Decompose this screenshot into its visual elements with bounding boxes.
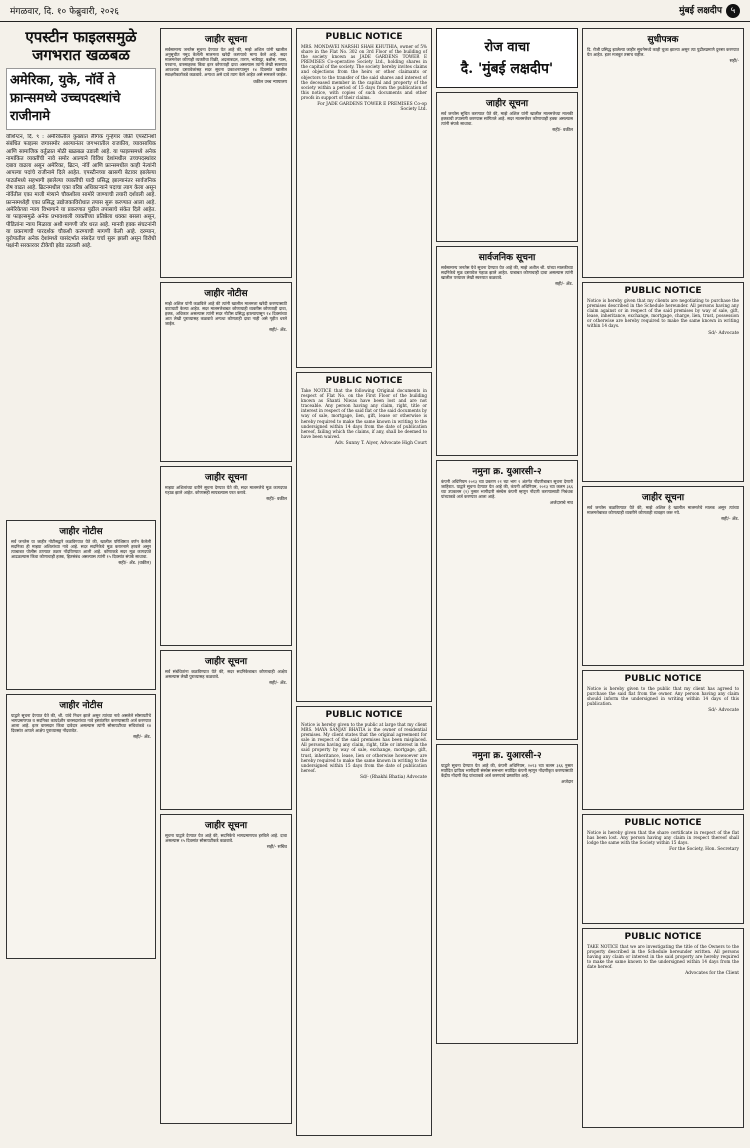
notice-body: सर्व जनतेस या जाहीर नोटीसद्वारे कळविण्यात येते की, खालील परिशिष्टात वर्णन केलेली सदनिका ही माझ्या अशिलांच्या नावे आहे. सदर सदनिकेचे मूळ करारनामे हरवले असून त्याबाबत पोलीस ठाण्यात तक्रार नोंदविण्यात आली आहे. कोणाकडे सदर मूळ कागदपत्रे आढळल्यास किंवा कोणाचाही हक्क, हितसंबंध असल्यास त्यांनी १५ दिवसांत संपर्क साधावा. xyxy=(11,539,151,560)
notice-n8 xyxy=(436,744,578,1044)
notice-n3 xyxy=(6,694,156,959)
notice-signature: सही/- सचिव xyxy=(266,845,287,851)
column-2 xyxy=(160,28,292,1128)
notice-signature: सही/- ॲड. xyxy=(555,282,573,288)
notice-signature: सही/- ॲड. xyxy=(133,735,151,741)
notice-title: PUBLIC NOTICE xyxy=(325,32,403,42)
promo-banner xyxy=(436,28,578,88)
notice-signature: Advocates for the Client xyxy=(685,971,739,977)
notice-body: Notice is hereby given that my clients are negotiating to purchase the premises described in the Schedule hereunder. All persons having any claim against or in respect of the said premises by way of sale, gift, lease, inheritance, exchange, mortgage, charge, lien, trust, possession or otherwise are hereby required to make the same known in writing within 14 days. xyxy=(587,298,739,329)
notice-body: सर्व संबंधितांना कळविण्यात येते की, सदर सदनिकेबाबत कोणाचाही आक्षेप असल्यास लेखी पुराव्यासह कळवावे. xyxy=(165,669,287,680)
notice-n12 xyxy=(160,466,292,646)
notice-signature: सही/- xyxy=(729,59,739,65)
notice-signature: सही/- ॲड. (वकील) xyxy=(118,561,151,567)
notice-body: Notice is hereby given to the public that my client has agreed to purchase the said flat from the owner. Any person having any claim should inform the undersigned in writing within 14 days of this publication. xyxy=(587,686,739,707)
notice-signature: सही/- वकील xyxy=(266,497,287,503)
public-notice-p1 xyxy=(296,28,432,368)
article-subtitle: अमेरिका, युके, नॉर्वे ते फ्रान्समध्ये उच्चपदस्थांचे राजीनामे xyxy=(6,68,156,130)
notice-signature: अर्जदार xyxy=(561,780,573,786)
notice-title: जाहीर सूचना xyxy=(204,657,248,667)
notice-title: नमुना क्र. युआरसी-२ xyxy=(472,467,542,477)
notice-signature: सही/- ॲड. xyxy=(269,681,287,687)
notice-body: याद्वारे सूचना देण्यात येते की, श्री. यांचे निधन झाले असून त्यांच्या नावे असलेले सोसायटीचे भागप्रमाणपत्र व सदनिका कायदेशीर वारसदारांच्या नावे हस्तांतरित करण्यासाठी अर्ज करण्यात आला आहे. इतर वारसदार किंवा दावेदार असल्यास त्यांनी सोसायटीच्या सचिवांकडे १४ दिवसांत आपले आक्षेप पुराव्यासह नोंदवावेत. xyxy=(11,713,151,734)
notice-title: सार्वजनिक सूचना xyxy=(478,253,536,263)
notice-signature: For JADE GARDENS TOWER E PREMISES Co-op Society Ltd. xyxy=(317,102,427,113)
notice-n9 xyxy=(582,28,744,278)
notice-signature: For the Society, Hon. Secretary xyxy=(669,847,739,853)
masthead xyxy=(679,3,740,18)
notice-title: PUBLIC NOTICE xyxy=(624,286,702,296)
notice-n13 xyxy=(160,650,292,810)
public-notice-p3 xyxy=(296,706,432,1136)
banner-line-1: रोज वाचा xyxy=(484,40,530,55)
notice-title: जाहीर नोटीस xyxy=(204,289,248,299)
article-title: एपस्टीन फाइलसमुळे जगभरात खळबळ xyxy=(25,28,137,64)
notice-n6 xyxy=(436,246,578,456)
notice-body: Take NOTICE that the following Original documents in respect of Flat No. on the First Floor of the building known as Shanti Niwas have been lost and are not traceable. Any person having any claim, right, title or interest in respect of the said flat or the said documents by way of sale, mortgage, lien, gift, lease or otherwise is hereby required to make the same known in writing to the undersigned within 14 days from the date of publication hereof, failing which the claims, if any, shall be deemed to have been waived. xyxy=(301,388,427,439)
column-4 xyxy=(436,28,578,1048)
article-column xyxy=(6,28,156,963)
notice-title: जाहीर नोटीस xyxy=(59,701,103,711)
notice-n4 xyxy=(160,282,292,462)
column-5 xyxy=(582,28,744,1132)
notice-signature: सही/- वकील xyxy=(552,128,573,134)
notice-body: Notice is hereby given to the public at large that my client MRS. MAYA SANJAY BHATIA is the owner of residential premises. My client states that the original agreement for sale in respect of the said premises has been misplaced. All persons having any claim, right, title or interest in the said property by way of sale, exchange, mortgage, gift, trust, inheritance, lease, lien or otherwise howsoever are hereby required to make the same known in writing to the undersigned within 15 days from the date of publication hereof. xyxy=(301,722,427,773)
public-notice-p7 xyxy=(582,928,744,1128)
notice-body: कंपनी अधिनियम २०१३ च्या प्रकरण २१ च्या भाग १ अंतर्गत नोंदणीबाबत सूचना देणारी जाहिरात. याद्वारे सूचना देण्यात येत आहे की, कंपनी अधिनियम, २०१३ च्या कलम ३६६ च्या उपकलम (२) नुसार भागीदारी संस्थेस कंपनी म्हणून नोंदणी करण्यासाठी निबंधक यांच्याकडे अर्ज करण्यात आला आहे. xyxy=(441,479,573,500)
issue-date: मंगळवार, दि. १० फेब्रुवारी, २०२६ xyxy=(10,7,119,17)
notice-signature: Sd/- Advocate xyxy=(708,708,739,714)
notice-signature: Adv. Sunny T. Aiyer, Advocate High Court xyxy=(334,440,427,446)
notice-title: जाहीर सूचना xyxy=(485,99,529,109)
paper-name: मुंबई लक्षदीप xyxy=(679,6,722,16)
notice-title: PUBLIC NOTICE xyxy=(325,376,403,386)
notice-title: जाहीर सूचना xyxy=(204,821,248,831)
notice-body: TAKE NOTICE that we are investigating the title of the Owners to the property described in the Schedule hereunder written. All persons having any claim or interest in the said property are hereby required to make the same known to the undersigned within 14 days from the date hereof. xyxy=(587,944,739,970)
notice-n1 xyxy=(160,28,292,278)
notice-n2 xyxy=(6,520,156,690)
notice-n10 xyxy=(582,486,744,666)
notice-signature: वकील उच्च न्यायालय xyxy=(253,79,287,85)
notice-body: सर्व जनतेस सूचित करण्यात येते की, माझे अशिल यांनी खालील मालमत्तेच्या मालकी हक्काची तपासणी करण्यास सांगितले आहे. सदर मालमत्तेवर कोणाचाही हक्क असल्यास त्यांनी संपर्क साधावा. xyxy=(441,111,573,127)
notice-n11 xyxy=(160,814,292,1124)
notice-title: नमुना क्र. युआरसी-२ xyxy=(472,751,542,761)
notice-title: जाहीर सूचना xyxy=(641,493,685,503)
article-body: वॉशिंग्टन, दि. ९ : अमेरिकेतील कुख्यात लैंगिक गुन्हेगार जेफ्री एपस्टीनशी संबंधित फाइल्स जगासमोर आल्यानंतर जगभरातील राजकीय, व्यावसायिक आणि सामाजिक वर्तुळात मोठी खळबळ उडाली आहे. या फाइल्समध्ये अनेक नामांकित व्यक्तींची नावे समोर आल्याने विविध देशांमधील उच्चपदस्थांवर दबाव वाढला असून अमेरिका, ब्रिटन, नॉर्वे आणि फ्रान्समधील काही नेत्यांनी आपल्या पदांचे राजीनामे दिले आहेत. एपस्टीनच्या खासगी बेटावर झालेल्या पार्ट्यांमध्ये सहभागी झालेल्या व्यक्तींची यादी प्रसिद्ध झाल्यानंतर सार्वजनिक रोष वाढत आहे. ब्रिटनमधील एका वरिष्ठ अधिकाऱ्याने पदाचा त्याग केला असून नॉर्वेतील एका माजी मंत्र्याने चौकशीला सामोरे जाण्याची तयारी दर्शवली आहे. फ्रान्समध्येही एका प्रसिद्ध उद्योजकाविरोधात तपास सुरू करण्यात आला आहे. अमेरिकेच्या न्याय विभागाने या प्रकरणात पुढील तपासाचे संकेत दिले आहेत. या फाइल्समुळे अनेक प्रभावशाली व्यक्तींच्या प्रतिष्ठेला धक्का बसला असून, पीडितांना न्याय मिळावा अशी मागणी जोर धरत आहे. मानवी हक्क संघटनांनी या प्रकरणाची पारदर्शक चौकशी करण्याची मागणी केली आहे. दरम्यान, युरोपातील अनेक देशांमध्ये यासंदर्भात संसदेत चर्चा सुरू झाली असून विरोधी पक्षांनी सरकारवर टीकेची झोड उठवली आहे. xyxy=(6,134,156,250)
notice-body: MRS. MONDAVEI NARSHI SHAH KHUTHIA, owner of 5% share in the Flat No. 302 on 3rd Floor of the building of the society known as JADE GARDENS TOWER E PREMISES Co-operative Society Ltd., holding shares in the capital of the society. The society hereby invites claims and objections from the heirs or other claimants or objectors to the transfer of the said shares and interest of the deceased member in the capital and property of the society within a period of 15 days from the publication of this notice, with copies of such documents and other proofs in support of their claims. xyxy=(301,44,427,100)
notice-body: सूचना याद्वारे देण्यात येत आहे की, सदनिकेचे भागप्रमाणपत्र हरविले आहे. दावा असल्यास १५ दिवसांत सोसायटीकडे कळवावे. xyxy=(165,833,287,844)
notice-title: जाहीर सूचना xyxy=(204,35,248,45)
notice-body: याद्वारे सूचना देण्यात येत आहे की, कंपनी अधिनियम, २०१३ च्या कलम ३६६ नुसार मर्यादित दायित्व भागीदारी संस्थेस समभाग मर्यादित कंपनी म्हणून नोंदणीकृत करण्यासाठी केंद्रीय नोंदणी केंद्र यांच्याकडे अर्ज करण्याचे प्रस्तावित आहे. xyxy=(441,763,573,779)
column-3 xyxy=(296,28,432,1140)
notice-title: जाहीर नोटीस xyxy=(59,527,103,537)
notice-n7 xyxy=(436,460,578,740)
notice-body: सर्वसामान्य जनतेस सूचना देण्यात येत आहे की, माझे अशिल यांनी खालील अनुसूचीत नमूद केलेली मालमत्ता खरेदी करण्याचे मान्य केले आहे. सदर मालमत्तेवर कोणाही व्यक्तीचा विक्री, अदलाबदल, तारण, भाडेपट्टा, बक्षीस, न्यास, परवाना, वारसाहक्क किंवा इतर कोणताही दावा असल्यास त्यांनी लेखी स्वरुपात आवश्यक दस्तावेजांसह सदर सूचना प्रकाशनापासून १४ दिवसांत खालील स्वाक्षरीकर्ताकडे कळवावे. अन्यथा असे दावे त्याग केले आहेत असे समजले जाईल. xyxy=(165,47,287,78)
public-notice-p5 xyxy=(582,670,744,810)
page-header xyxy=(0,0,750,22)
public-notice-p2 xyxy=(296,372,432,702)
banner-line-2: दै. 'मुंबई लक्षदीप' xyxy=(460,61,554,77)
notice-signature: सही/- ॲड. xyxy=(721,517,739,523)
notice-body: सर्व जनतेस कळविण्यात येते की, माझे अशिल हे खालील मालमत्तेचे मालक असून त्यांच्या मालमत्तेबाबत कोणत्याही व्यक्तीने कोणताही व्यवहार करू नये. xyxy=(587,505,739,516)
notice-n5 xyxy=(436,92,578,242)
notice-signature: Sd/- (Rhakhi Bhatia) Advocate xyxy=(359,774,427,780)
notice-title: PUBLIC NOTICE xyxy=(624,818,702,828)
notice-signature: सही/- ॲड. xyxy=(269,328,287,334)
page-number: ५ xyxy=(726,4,740,18)
notice-title: सुधीपत्रक xyxy=(647,35,679,45)
notice-body: माझे अशिल यांनी कळविले आहे की त्यांनी खालील मालमत्ता खरेदी करण्यासाठी वाटाघाटी केल्या आहेत. सदर मालमत्तेबाबत कोणत्याही व्यक्तीस कोणताही दावा, हक्क, अधिकार असल्यास त्यांनी सदर नोटीस प्रसिद्ध झाल्यापासून १४ दिवसांच्या आत लेखी पुराव्यासह कळवावे अन्यथा कोणताही दावा नाही असे गृहीत धरले जाईल. xyxy=(165,301,287,327)
notice-signature: Sd/- Advocate xyxy=(708,330,739,336)
notice-title: जाहीर सूचना xyxy=(204,473,248,483)
notice-body: सर्वसामान्य जनतेस येथे सूचना देण्यात येत आहे की, माझे अशील श्री. यांच्या मालकीच्या सदनिकेचे मूळ दस्तावेज गहाळ झाले आहेत. याबाबत कोणाचाही दावा असल्यास त्यांनी खालील पत्त्यावर लेखी स्वरुपात कळवावे. xyxy=(441,265,573,281)
notice-body: Notice is hereby given that the share certificate in respect of the flat has been lost. Any person having any claim in respect thereof shall lodge the same with the Society within 15 days. xyxy=(587,830,739,846)
public-notice-p6 xyxy=(582,814,744,924)
notice-body: माझ्या अशिलांच्या वतीने सूचना देण्यात येते की, सदर मालमत्तेचे मूळ कागदपत्र गहाळ झाले आहेत. कोणासही सापडल्यास परत करावे. xyxy=(165,485,287,496)
notice-title: PUBLIC NOTICE xyxy=(624,932,702,942)
notice-signature: अर्जदाराचे नाव xyxy=(549,501,573,507)
public-notice-p4 xyxy=(582,282,744,482)
notice-title: PUBLIC NOTICE xyxy=(624,674,702,684)
notice-body: दि. रोजी प्रसिद्ध झालेल्या जाहीर सूचनेमध्ये काही चुका झाल्या असून त्या पुढीलप्रमाणे दुरुस्त करण्यात येत आहेत. इतर मजकूर तसाच राहील. xyxy=(587,47,739,58)
notice-title: PUBLIC NOTICE xyxy=(325,710,403,720)
